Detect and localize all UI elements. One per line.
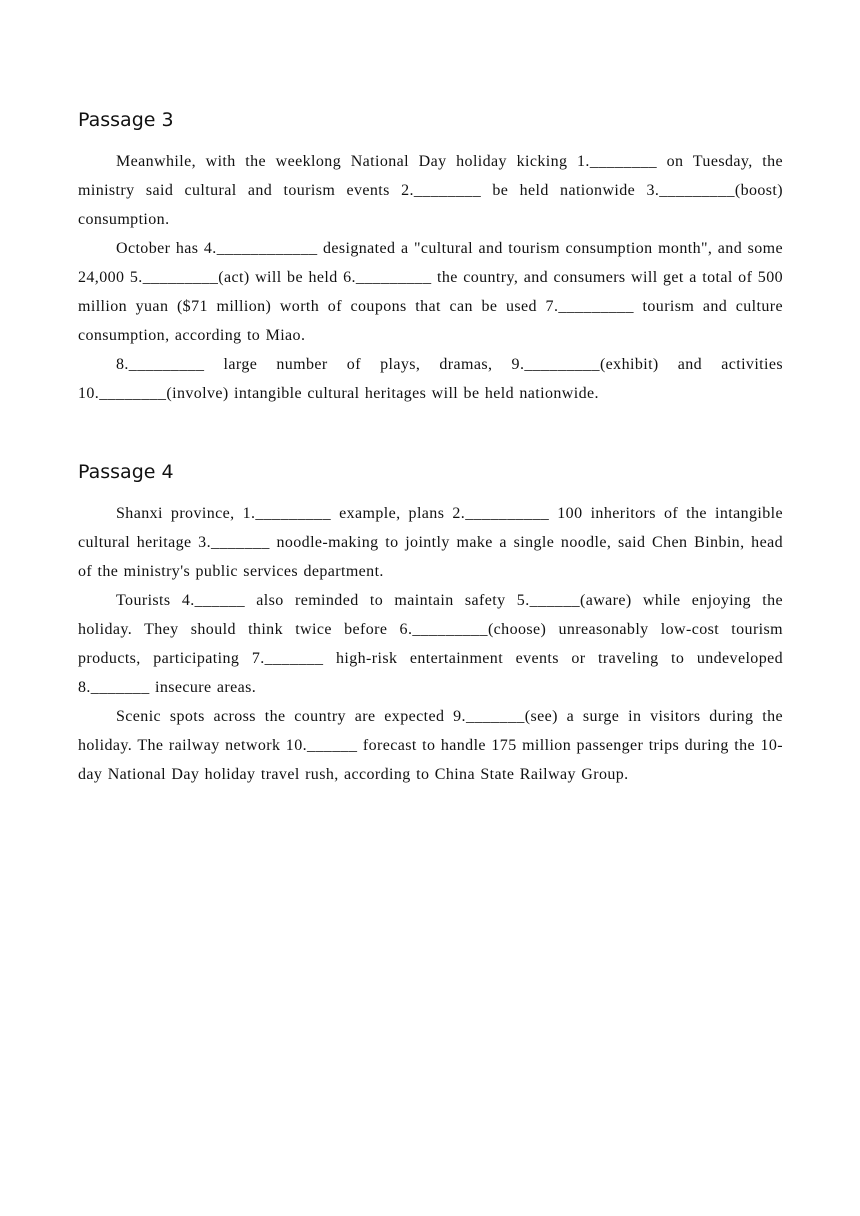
passage-4-paragraph-3: Scenic spots across the country are expected 9._______(see) a surge in visitors during the holiday. The railway network 10.______ forecast to handle 175 million passenger trips during the 10-day National Day holiday travel rush, according to China State Railway Group.	[78, 708, 783, 783]
passage-4-paragraph-2: Tourists 4.______ also reminded to maintain safety 5.______(aware) while enjoying the holiday. They should think twice before 6._________(choose) unreasonably low-cost tourism products, participating 7._______ high-risk entertainment events or traveling to undeveloped 8._______ insecure areas.	[78, 592, 783, 696]
passage-4-paragraph-1: Shanxi province, 1._________ example, plans 2.__________ 100 inheritors of the intangible cultural heritage 3._______ noodle-making to jointly make a single noodle, said Chen Binbin, head of the ministry's public services department.	[78, 505, 783, 580]
passage-4-heading: Passage 4	[78, 461, 174, 483]
passage-3-paragraph-2: October has 4.____________ designated a "cultural and tourism consumption month", and some 24,000 5._________(act) will be held 6._________ the country, and consumers will get a total of 500 million yuan ($71 million) worth of coupons that can be used 7._________ tourism and culture consumption, according to Miao.	[78, 240, 783, 344]
passage-3-paragraph-3: 8._________ large number of plays, dramas, 9._________(exhibit) and activities 10.________(involve) intangible cultural heritages will be held nationwide.	[78, 356, 783, 402]
passage-3-body	[78, 147, 783, 408]
passage-3-heading: Passage 3	[78, 109, 174, 131]
passage-3-paragraph-1: Meanwhile, with the weeklong National Day holiday kicking 1.________ on Tuesday, the ministry said cultural and tourism events 2.________ be held nationwide 3._________(boost) consumption.	[78, 153, 783, 228]
passage-4-body	[78, 499, 783, 789]
